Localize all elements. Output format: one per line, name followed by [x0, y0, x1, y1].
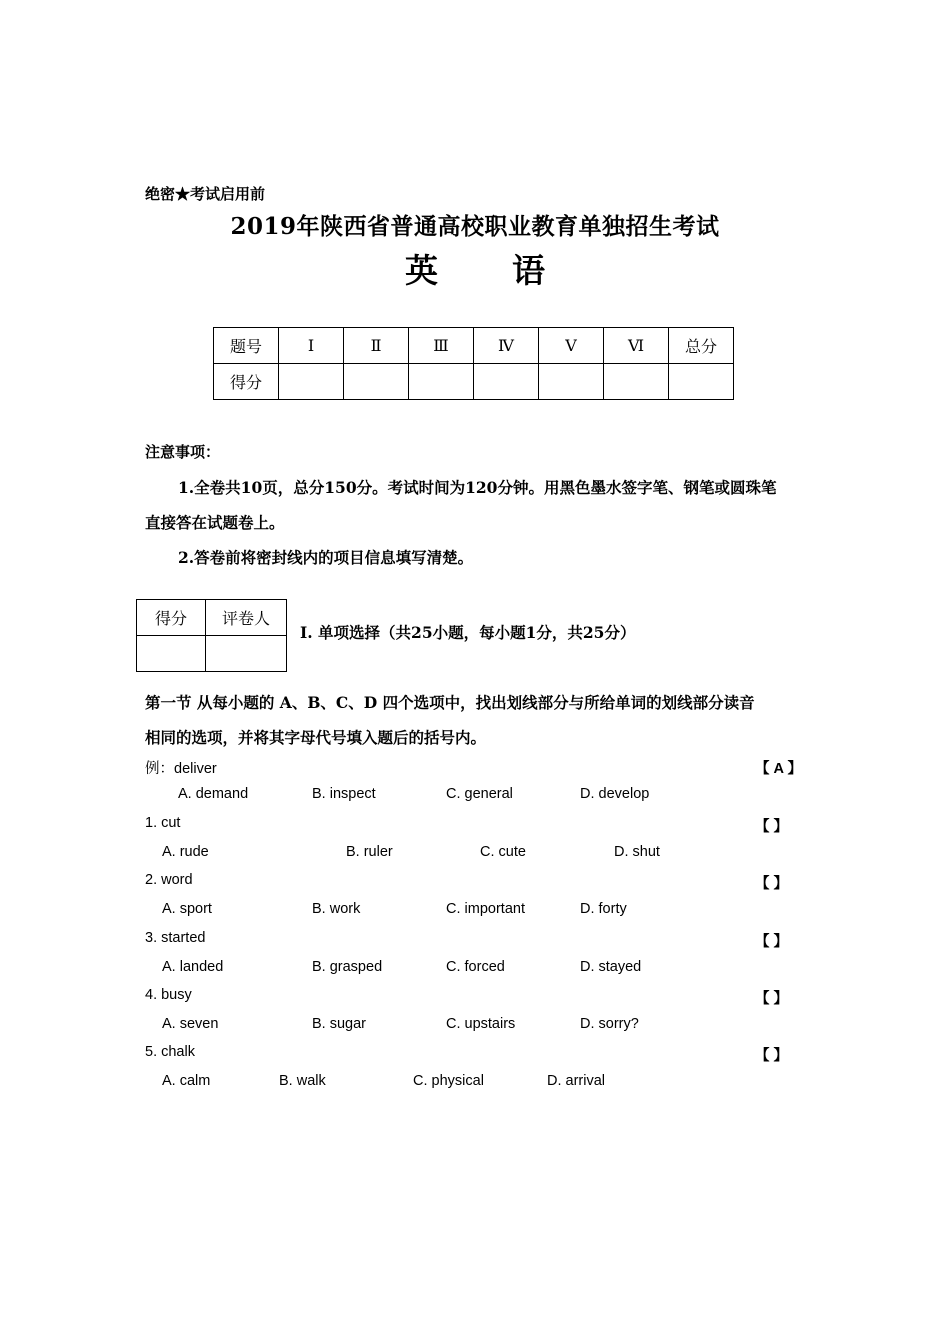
grader-score-label: 得分 [137, 600, 206, 636]
score-entry-part3 [409, 364, 474, 400]
grader-name-entry [206, 636, 287, 672]
question-2-answer-bracket[interactable]: 【 】 [755, 876, 789, 892]
question-1-option-d: D. shut [614, 844, 660, 860]
score-row-label: 得分 [214, 364, 279, 400]
question-5-option-b: B. walk [279, 1073, 326, 1089]
question-4-option-d: D. sorry? [580, 1016, 639, 1032]
score-table [213, 327, 734, 400]
score-cell-part5: Ⅴ [539, 328, 604, 364]
example-option-d: D. develop [580, 786, 650, 802]
score-table-header-row [214, 328, 734, 364]
question-1-option-c: C. cute [480, 844, 526, 860]
question-4-option-b: B. sugar [312, 1016, 366, 1032]
question-1-answer-bracket[interactable]: 【 】 [755, 819, 789, 835]
question-3-option-b: B. grasped [312, 959, 383, 975]
example-word: deliver [174, 761, 217, 777]
question-3-answer-bracket[interactable]: 【 】 [755, 934, 789, 950]
example-option-c: C. general [446, 786, 513, 802]
question-2-option-b: B. work [312, 901, 361, 917]
score-entry-part5 [539, 364, 604, 400]
confidential-label: 绝密★考试启用前 [145, 185, 266, 203]
score-cell-part2: Ⅱ [344, 328, 409, 364]
note-item-2: 2.答卷前将密封线内的项目信息填写清楚。 [178, 548, 474, 567]
question-2-option-c: C. important [446, 901, 525, 917]
score-cell-label: 题号 [214, 328, 279, 364]
question-2-stem: 2. word [145, 872, 193, 888]
question-4-stem: 4. busy [145, 987, 192, 1003]
question-5-option-a: A. calm [162, 1073, 211, 1089]
part1-title: I. 单项选择（共25小题，每小题1分，共25分） [300, 623, 636, 642]
exam-title: 2019年陕西省普通高校职业教育单独招生考试 [230, 213, 720, 240]
question-5-answer-bracket[interactable]: 【 】 [755, 1048, 789, 1064]
example-option-b: B. inspect [312, 786, 376, 802]
example-label: 例： [145, 761, 174, 777]
score-cell-part6: Ⅵ [604, 328, 669, 364]
note-item-1-cont: 直接答在试题卷上。 [145, 513, 285, 532]
question-1-option-b: B. ruler [346, 844, 393, 860]
question-5-option-d: D. arrival [547, 1073, 606, 1089]
note-item-1: 1.全卷共10页，总分150分。考试时间为120分钟。用黑色墨水签字笔、钢笔或圆珠笔 [178, 478, 777, 497]
grader-name-label: 评卷人 [206, 600, 287, 636]
score-entry-part6 [604, 364, 669, 400]
question-1-option-a: A. rude [162, 844, 209, 860]
question-4-answer-bracket[interactable]: 【 】 [755, 991, 789, 1007]
question-3-option-a: A. landed [162, 959, 224, 975]
score-cell-part4: Ⅳ [474, 328, 539, 364]
score-cell-total: 总分 [669, 328, 734, 364]
question-4-option-a: A. seven [162, 1016, 219, 1032]
subject-char-2: 语 [512, 251, 545, 290]
example-option-a: A. demand [178, 786, 249, 802]
question-4-option-c: C. upstairs [446, 1016, 516, 1032]
score-cell-part1: Ⅰ [279, 328, 344, 364]
score-cell-part3: Ⅲ [409, 328, 474, 364]
question-3-option-c: C. forced [446, 959, 505, 975]
score-entry-total [669, 364, 734, 400]
subject-char-1: 英 [405, 251, 438, 290]
example-answer-bracket: 【 A 】 [755, 761, 802, 777]
score-entry-part2 [344, 364, 409, 400]
question-3-option-d: D. stayed [580, 959, 642, 975]
score-table-score-row [214, 364, 734, 400]
score-entry-part1 [279, 364, 344, 400]
question-5-option-c: C. physical [413, 1073, 484, 1089]
question-1-stem: 1. cut [145, 815, 181, 831]
grader-score-entry [137, 636, 206, 672]
question-3-stem: 3. started [145, 930, 206, 946]
grader-box [136, 599, 287, 672]
score-entry-part4 [474, 364, 539, 400]
notes-heading: 注意事项： [145, 443, 221, 461]
question-2-option-a: A. sport [162, 901, 212, 917]
question-2-option-d: D. forty [580, 901, 627, 917]
section-instruction-line2: 相同的选项，并将其字母代号填入题后的括号内。 [145, 728, 487, 747]
section-instruction-line1: 第一节 从每小题的 A、B、C、D 四个选项中，找出划线部分与所给单词的划线部分读音 [145, 693, 755, 712]
example-stem [145, 757, 217, 778]
question-5-stem: 5. chalk [145, 1044, 195, 1060]
